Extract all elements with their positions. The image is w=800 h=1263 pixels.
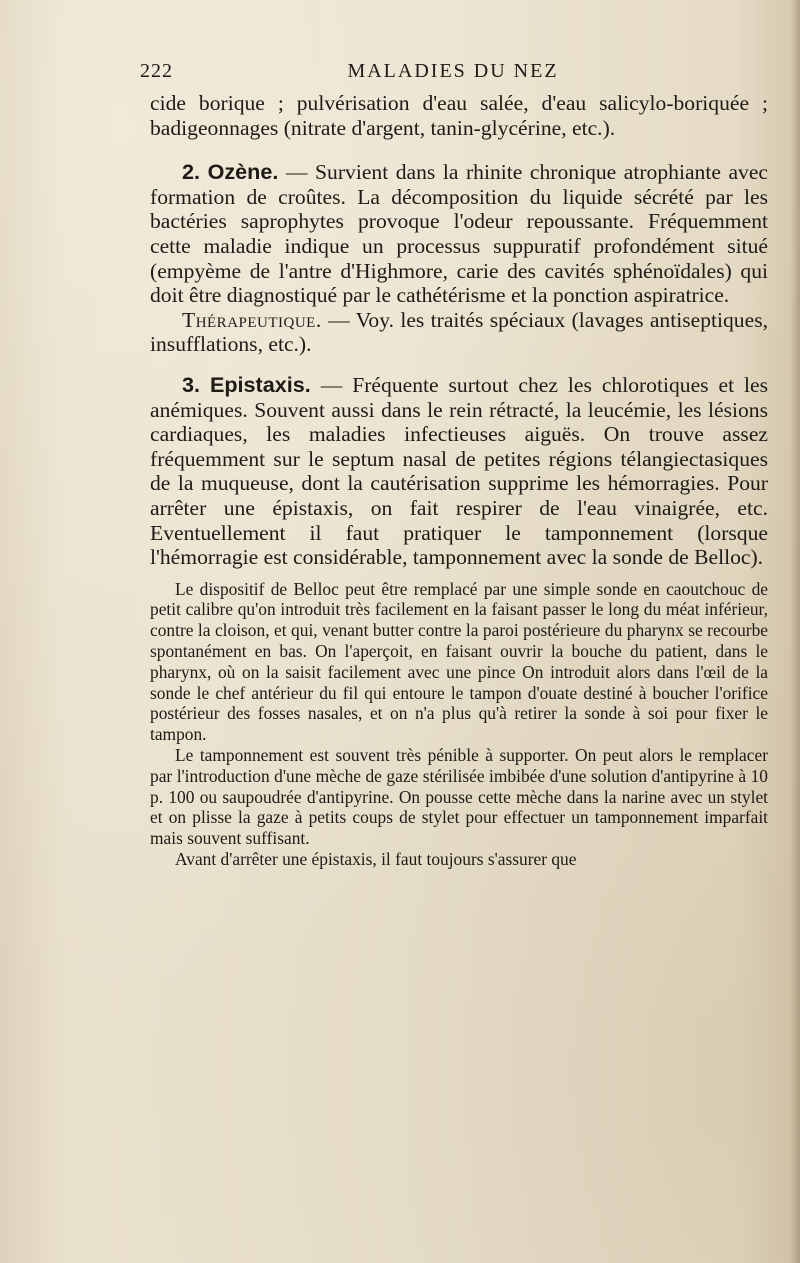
- section-title: Ozène.: [207, 159, 279, 185]
- section-text: — Survient dans la rhinite chronique atrophiante avec formation de croûtes. La décomposition du liquide sécrété par les bactéries saprophytes provoque l'odeur repoussante. Fréquemment cette maladie indique un processus suppuratif profondément situé (empyème de l'antre d'Highmore, carie des cavités sphénoïdales) qui doit être diagnostiqué par le cathétérisme et la ponction aspiratrice.: [150, 160, 768, 308]
- section-text: — Fréquente surtout chez les chlorotiques et les anémiques. Souvent aussi dans le rein rétracté, la leucémie, les lésions cardiaques, les maladies infectieuses aiguës. On trouve assez fréquemment sur le septum nasal de petites régions télangiectasiques de la muqueuse, dont la cautérisation supprime les hémorragies. Pour arrêter une épistaxis, on fait respirer de l'eau vinaigrée, etc. Eventuellement il faut pratiquer le tamponnement (lorsque l'hémorragie est considérable, tamponnement avec la sonde de Belloc).: [150, 372, 768, 570]
- section-epistaxis: [150, 373, 768, 570]
- running-title: MALADIES DU NEZ: [347, 60, 559, 82]
- therapeutique-paragraph: [150, 308, 768, 357]
- page-number: 222: [140, 60, 173, 82]
- small-paragraph: Avant d'arrêter une épistaxis, il faut toujours s'assurer que: [175, 849, 577, 870]
- therapeutique-text: — Voy. les traités spéciaux (lavages antiseptiques, insufflations, etc.).: [150, 307, 768, 357]
- paragraph-continuation: cide borique ; pulvérisation d'eau salée, d'eau salicylo-boriquée ; badigeonnages (nitrate d'argent, tanin-glycérine, etc.).: [150, 91, 768, 140]
- body-text: [150, 91, 768, 870]
- page-edge-shadow: [790, 0, 800, 1263]
- therapeutique-label: Thérapeutique.: [182, 307, 322, 332]
- section-number: 2.: [182, 159, 201, 185]
- small-paragraph: Le tamponnement est souvent très pénible à supporter. On peut alors le remplacer par l'introduction d'une mèche de gaze stérilisée imbibée d'une solution d'antipyrine à 10 p. 100 ou saupoudrée d'antipyrine. On pousse cette mèche dans la narine avec un stylet et on plisse la gaze à petits coups de stylet pour effectuer un tamponnement imparfait mais souvent suffisant.: [150, 745, 768, 849]
- section-ozene: [150, 160, 768, 308]
- section-number: 3.: [182, 371, 201, 397]
- small-paragraph: Le dispositif de Belloc peut être remplacé par une simple sonde en caoutchouc de petit calibre qu'on introduit très facilement en la faisant passer le long du méat inférieur, contre la cloison, et qui, venant butter contre la paroi postérieure du pharynx se recourbe spontanément en bas. On l'aperçoit, en faisant ouvrir la bouche du patient, dans le pharynx, où on la saisit facilement avec une pince On introduit alors dans l'œil de la sonde le chef antérieur du fil qui entoure le tampon d'ouate destiné à boucher l'orifice postérieur des fosses nasales, et on n'a plus qu'à retirer la sonde à soi pour fixer le tampon.: [150, 578, 768, 745]
- section-title: Epistaxis.: [209, 371, 311, 397]
- running-header: [140, 60, 766, 86]
